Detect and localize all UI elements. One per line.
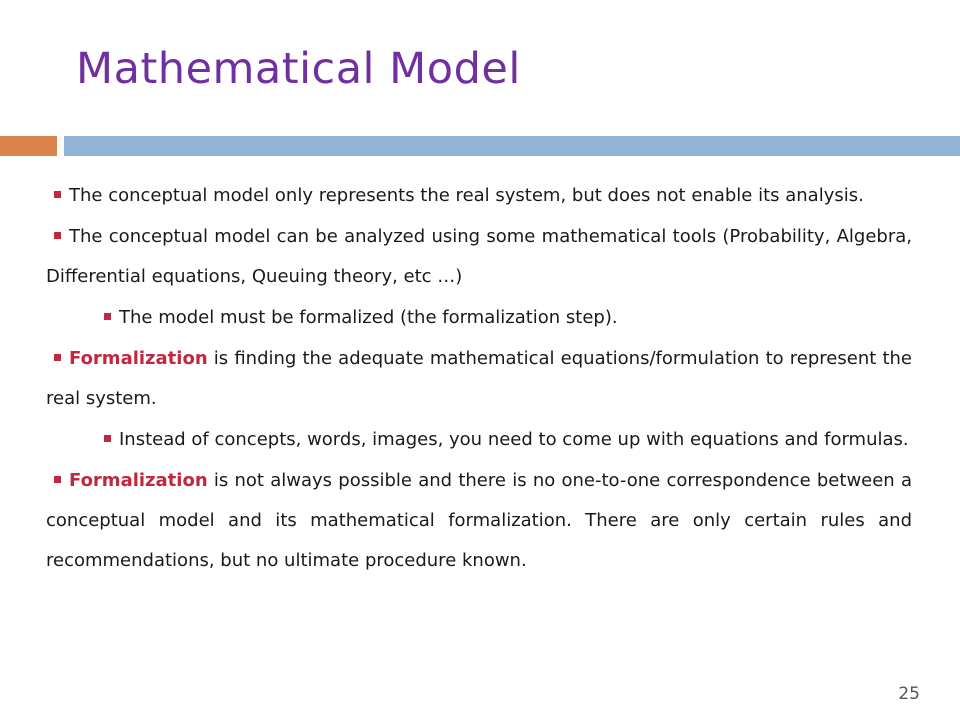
sub-bullet-item bbox=[46, 420, 912, 460]
highlight-term: Formalization bbox=[69, 470, 208, 491]
square-bullet-icon bbox=[104, 313, 111, 320]
square-bullet-icon bbox=[54, 354, 61, 361]
bullet-text: is finding the adequate mathematical equations/formulation to represent the real system. bbox=[46, 348, 912, 409]
title-accent-bar bbox=[0, 136, 57, 156]
square-bullet-icon bbox=[54, 191, 61, 198]
page-number: 25 bbox=[898, 684, 920, 704]
bullet-item bbox=[46, 339, 912, 419]
bullet-item bbox=[46, 461, 912, 581]
bullet-text: The model must be formalized (the formalization step). bbox=[119, 307, 618, 328]
bullet-item bbox=[46, 217, 912, 297]
bullet-text: Instead of concepts, words, images, you need to come up with equations and formulas. bbox=[119, 429, 909, 450]
bullet-text: is not always possible and there is no one-to-one correspondence between a conceptual model and its mathematical formalization. There are only certain rules and recommendations, but no ultimate procedure known. bbox=[46, 470, 912, 571]
bullet-list bbox=[46, 176, 912, 582]
highlight-term: Formalization bbox=[69, 348, 208, 369]
sub-bullet-item bbox=[46, 298, 912, 338]
slide-title: Mathematical Model bbox=[76, 44, 521, 94]
square-bullet-icon bbox=[54, 232, 61, 239]
title-divider-bar bbox=[64, 136, 960, 156]
bullet-item bbox=[46, 176, 912, 216]
bullet-text: The conceptual model only represents the real system, but does not enable its analysis. bbox=[69, 185, 864, 206]
square-bullet-icon bbox=[104, 435, 111, 442]
bullet-text: The conceptual model can be analyzed using some mathematical tools (Probability, Algebra, Differential equations, Queuing theory, etc …) bbox=[46, 226, 912, 287]
square-bullet-icon bbox=[54, 476, 61, 483]
